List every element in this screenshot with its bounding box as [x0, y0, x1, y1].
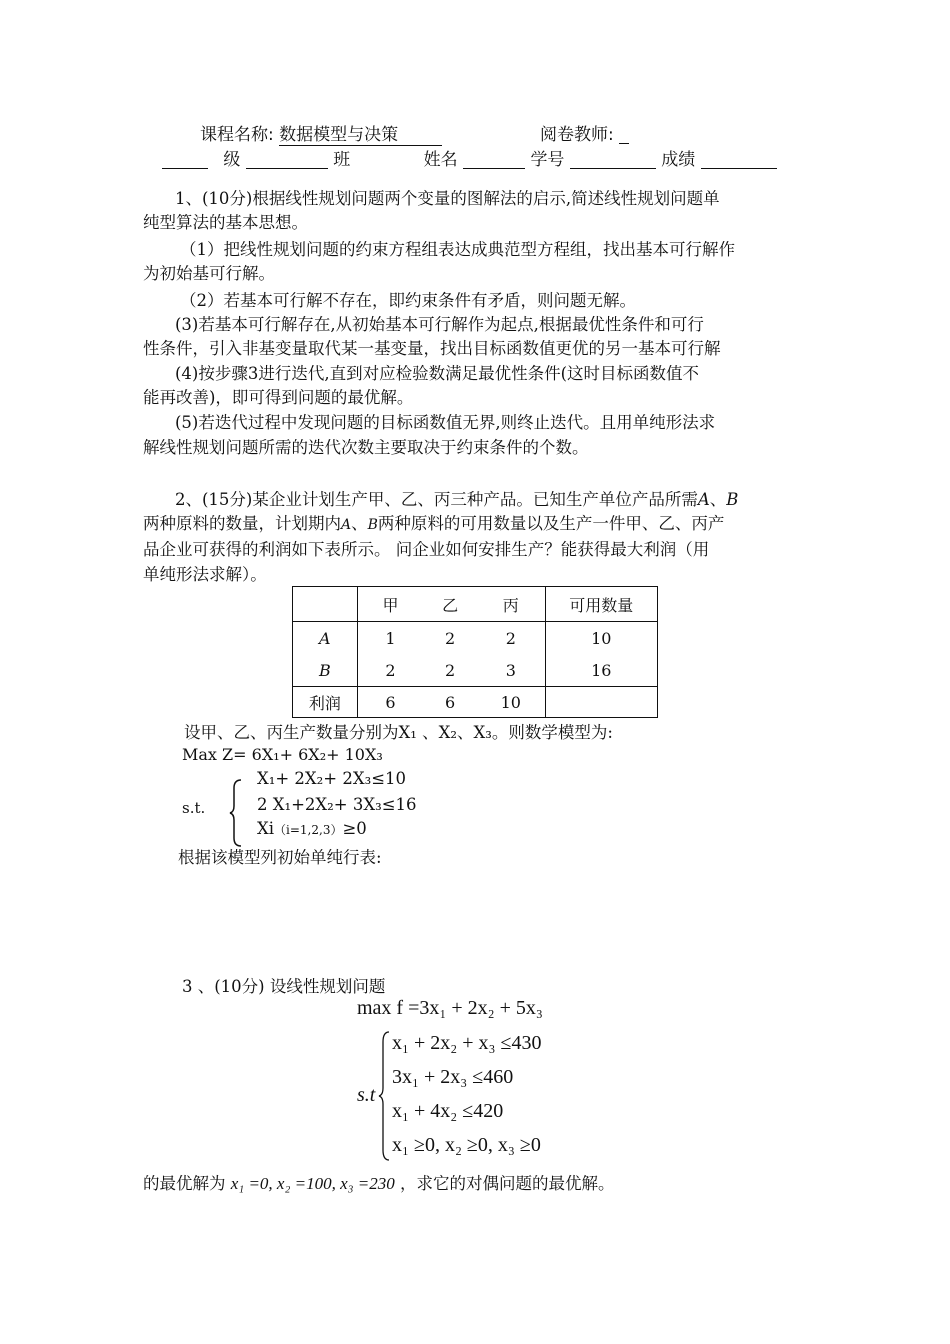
q2-var-b: B: [367, 517, 378, 533]
table-cell: 16: [545, 654, 657, 687]
reviewer-label: 阅卷教师:: [540, 125, 614, 145]
table-cell: 可用数量: [545, 587, 657, 622]
product-table: [292, 586, 658, 718]
q1-line: 能再改善)，即可得到问题的最优解。: [143, 388, 414, 407]
q2-constraint-1: X₁+ 2X₂+ 2X₃≤10: [257, 769, 407, 788]
table-cell: B: [293, 654, 358, 687]
table-row: [293, 687, 658, 718]
q1-line: (3)若基本可行解存在,从初始基本可行解作为起点,根据最优性条件和可行: [175, 315, 704, 334]
table-cell: 2: [505, 628, 516, 648]
q2-constraint-2: 2 X₁+2X₂+ 3X₃≤16: [257, 795, 417, 814]
q1-line: 解线性规划问题所需的迭代次数主要取决于约束条件的个数。: [143, 438, 589, 457]
table-row: [293, 622, 658, 655]
table-cell: 10: [545, 622, 657, 655]
name-label: 姓名: [423, 150, 458, 170]
course-name: 数据模型与决策: [279, 125, 442, 146]
q2-brace-icon: [228, 778, 244, 848]
q1-line: (4)按步骤3进行迭代,直到对应检验数满足最优性条件(这时目标函数值不: [175, 364, 700, 383]
q1-line: （1）把线性规划问题的约束方程组表达成典范型方程组，找出基本可行解作: [180, 240, 735, 259]
table-cell: 乙: [423, 587, 477, 622]
reviewer-field: [540, 120, 629, 145]
q2-line-1: [175, 488, 845, 512]
table-row: [293, 654, 658, 687]
grade-blank: [162, 150, 208, 169]
q1-line: 纯型算法的基本思想。: [143, 213, 308, 232]
q2-model-intro: 设甲、乙、丙生产数量分别为X₁ 、X₂、X₃。则数学模型为:: [184, 723, 613, 742]
table-cell: 6: [423, 687, 477, 718]
q2-line-2: [143, 512, 813, 537]
table-cell: 10: [477, 687, 545, 718]
q3-brace-icon: [377, 1030, 391, 1162]
name-blank: [463, 150, 525, 169]
q2-var-b: B: [726, 490, 739, 509]
table-cell: [545, 687, 657, 718]
q2-text: 两种原料的可用数量以及生产一件甲、乙、丙产: [377, 514, 725, 533]
q2-c3-sub: （i=1,2,3）: [274, 823, 343, 837]
q3-constraint-1: x₁ + 2x₂ + x₃ ≤430: [392, 1032, 542, 1054]
table-cell: 利润: [293, 687, 358, 718]
q2-c3-end: ≥0: [342, 819, 367, 838]
score-label: 成绩: [661, 150, 696, 170]
q2-line-3: 品企业可获得的利润如下表所示。 问企业如何安排生产？能获得最大利润（用: [143, 540, 710, 559]
table-cell: 2: [445, 628, 456, 648]
student-id-label: 学号: [530, 150, 565, 170]
q1-line: 性条件，引入非基变量取代某一基变量，找出目标函数值更优的另一基本可行解: [143, 339, 721, 358]
table-cell: 丙: [477, 587, 545, 622]
q3-sol-values: x₁ =0, x₂ =100, x₃ =230: [230, 1174, 395, 1193]
grade-label: 级: [223, 150, 241, 170]
table-cell: 6: [357, 687, 423, 718]
q2-st-label: s.t.: [182, 799, 206, 817]
q3-constraint-3: x₁ + 4x₂ ≤420: [392, 1100, 504, 1122]
table-cell: 甲: [357, 587, 423, 622]
q3-st-label: s.t: [357, 1084, 376, 1106]
q3-intro: 3 、(10分) 设线性规划问题: [182, 977, 386, 996]
q3-objective: max f =3x₁ + 2x₂ + 5x₃: [357, 997, 543, 1019]
reviewer-blank: [619, 125, 629, 144]
table-cell: 2: [445, 660, 456, 680]
q1-line: (5)若迭代过程中发现问题的目标函数值无界,则终止迭代。且用单纯形法求: [175, 413, 716, 432]
q3-constraint-2: 3x₁ + 2x₃ ≤460: [392, 1066, 514, 1088]
q1-line: 为初始基可行解。: [143, 264, 275, 283]
q2-sep: 、: [351, 514, 368, 533]
header-row-2: [162, 145, 777, 170]
q2-var-a: A: [697, 490, 710, 509]
q1-line: （2）若基本可行解不存在，即约束条件有矛盾，则问题无解。: [180, 291, 636, 310]
q2-var-a: A: [341, 517, 352, 533]
q2-constraint-3: [257, 819, 367, 838]
score-blank: [701, 150, 777, 169]
q3-sol-pre: 的最优解为: [143, 1174, 226, 1193]
table-cell: 1: [357, 622, 423, 655]
q3-constraint-4: x₁ ≥0, x₂ ≥0, x₃ ≥0: [392, 1134, 541, 1156]
class-blank: [246, 150, 328, 169]
student-id-blank: [570, 150, 656, 169]
q1-line: 1、(10分)根据线性规划问题两个变量的图解法的启示,简述线性规划问题单: [175, 189, 720, 208]
header-row-1: [200, 120, 442, 145]
table-cell: 2: [357, 654, 423, 687]
q2-text: 两种原料的数量，计划期内: [143, 514, 341, 533]
q3-sol-post: ，求它的对偶问题的最优解。: [400, 1174, 615, 1193]
q2-line-4: 单纯形法求解）。: [143, 565, 267, 584]
table-cell: A: [293, 622, 358, 655]
q2-tableau-line: 根据该模型列初始单纯行表:: [178, 848, 382, 867]
table-cell: 3: [505, 660, 516, 680]
q2-objective: Max Z= 6X₁+ 6X₂+ 10X₃: [182, 745, 383, 764]
q2-text: 2、(15分)某企业计划生产甲、乙、丙三种产品。已知生产单位产品所需: [175, 490, 698, 509]
course-label: 课程名称:: [200, 125, 274, 145]
q2-sep: 、: [709, 490, 727, 509]
table-header-row: [293, 587, 658, 622]
q3-solution-line: [143, 1170, 615, 1194]
class-label: 班: [333, 150, 351, 170]
table-cell: [293, 587, 358, 622]
q2-c3-main: Xi: [257, 819, 275, 838]
